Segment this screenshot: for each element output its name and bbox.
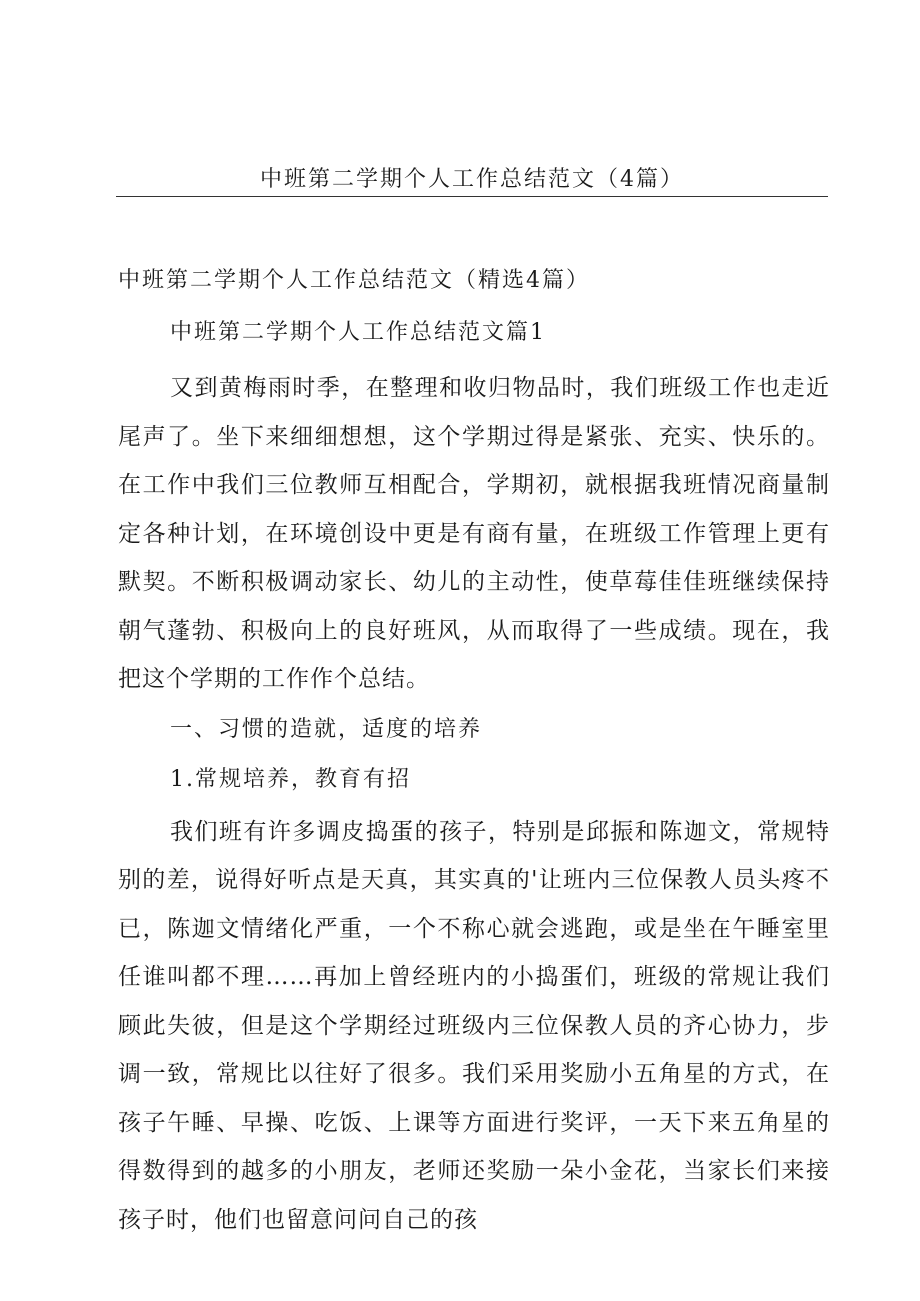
document-body [118,264,830,1244]
document-title: 中班第二学期个人工作总结范文（精选4篇） [118,268,590,293]
paragraph-routine: 我们班有许多调皮捣蛋的孩子，特别是邱振和陈迦文，常规特别的差，说得好听点是天真，其实真的'让班内三位保教人员头疼不已，陈迦文情绪化严重，一个不称心就会逃跑，或是坐在午睡室里任谁叫都不理……再加上曾经班内的小捣蛋们，班级的常规让我们顾此失彼，但是这个学期经过班级内三位保教人员的齐心协力，步调一致，常规比以往好了很多。我们采用奖励小五角星的方式，在孩子午睡、早操、吃饭、上课等方面进行奖评，一天下来五角星的得数得到的越多的小朋友，老师还奖励一朵小金花，当家长们来接孩子时，他们也留意问问自己的孩 [118,818,830,1233]
header-title: 中班第二学期个人工作总结范文（4篇） [260,167,684,192]
paragraph-intro: 又到黄梅雨时季，在整理和收归物品时，我们班级工作也走近尾声了。坐下来细细想想，这个学期过得是紧张、充实、快乐的。在工作中我们三位教师互相配合，学期初，就根据我班情况商量制定各种计划，在环境创设中更是有商有量，在班级工作管理上更有默契。不断积极调动家长、幼儿的主动性，使草莓佳佳班继续保持朝气蓬勃、积极向上的良好班风，从而取得了一些成绩。现在，我把这个学期的工作作个总结。 [118,375,830,692]
section-subtitle: 中班第二学期个人工作总结范文篇1 [170,320,546,345]
page-header [116,160,828,197]
section-heading: 一、习惯的造就，适度的培养 [170,716,483,742]
subsection-heading: 1.常规培养，教育有招 [170,766,411,792]
